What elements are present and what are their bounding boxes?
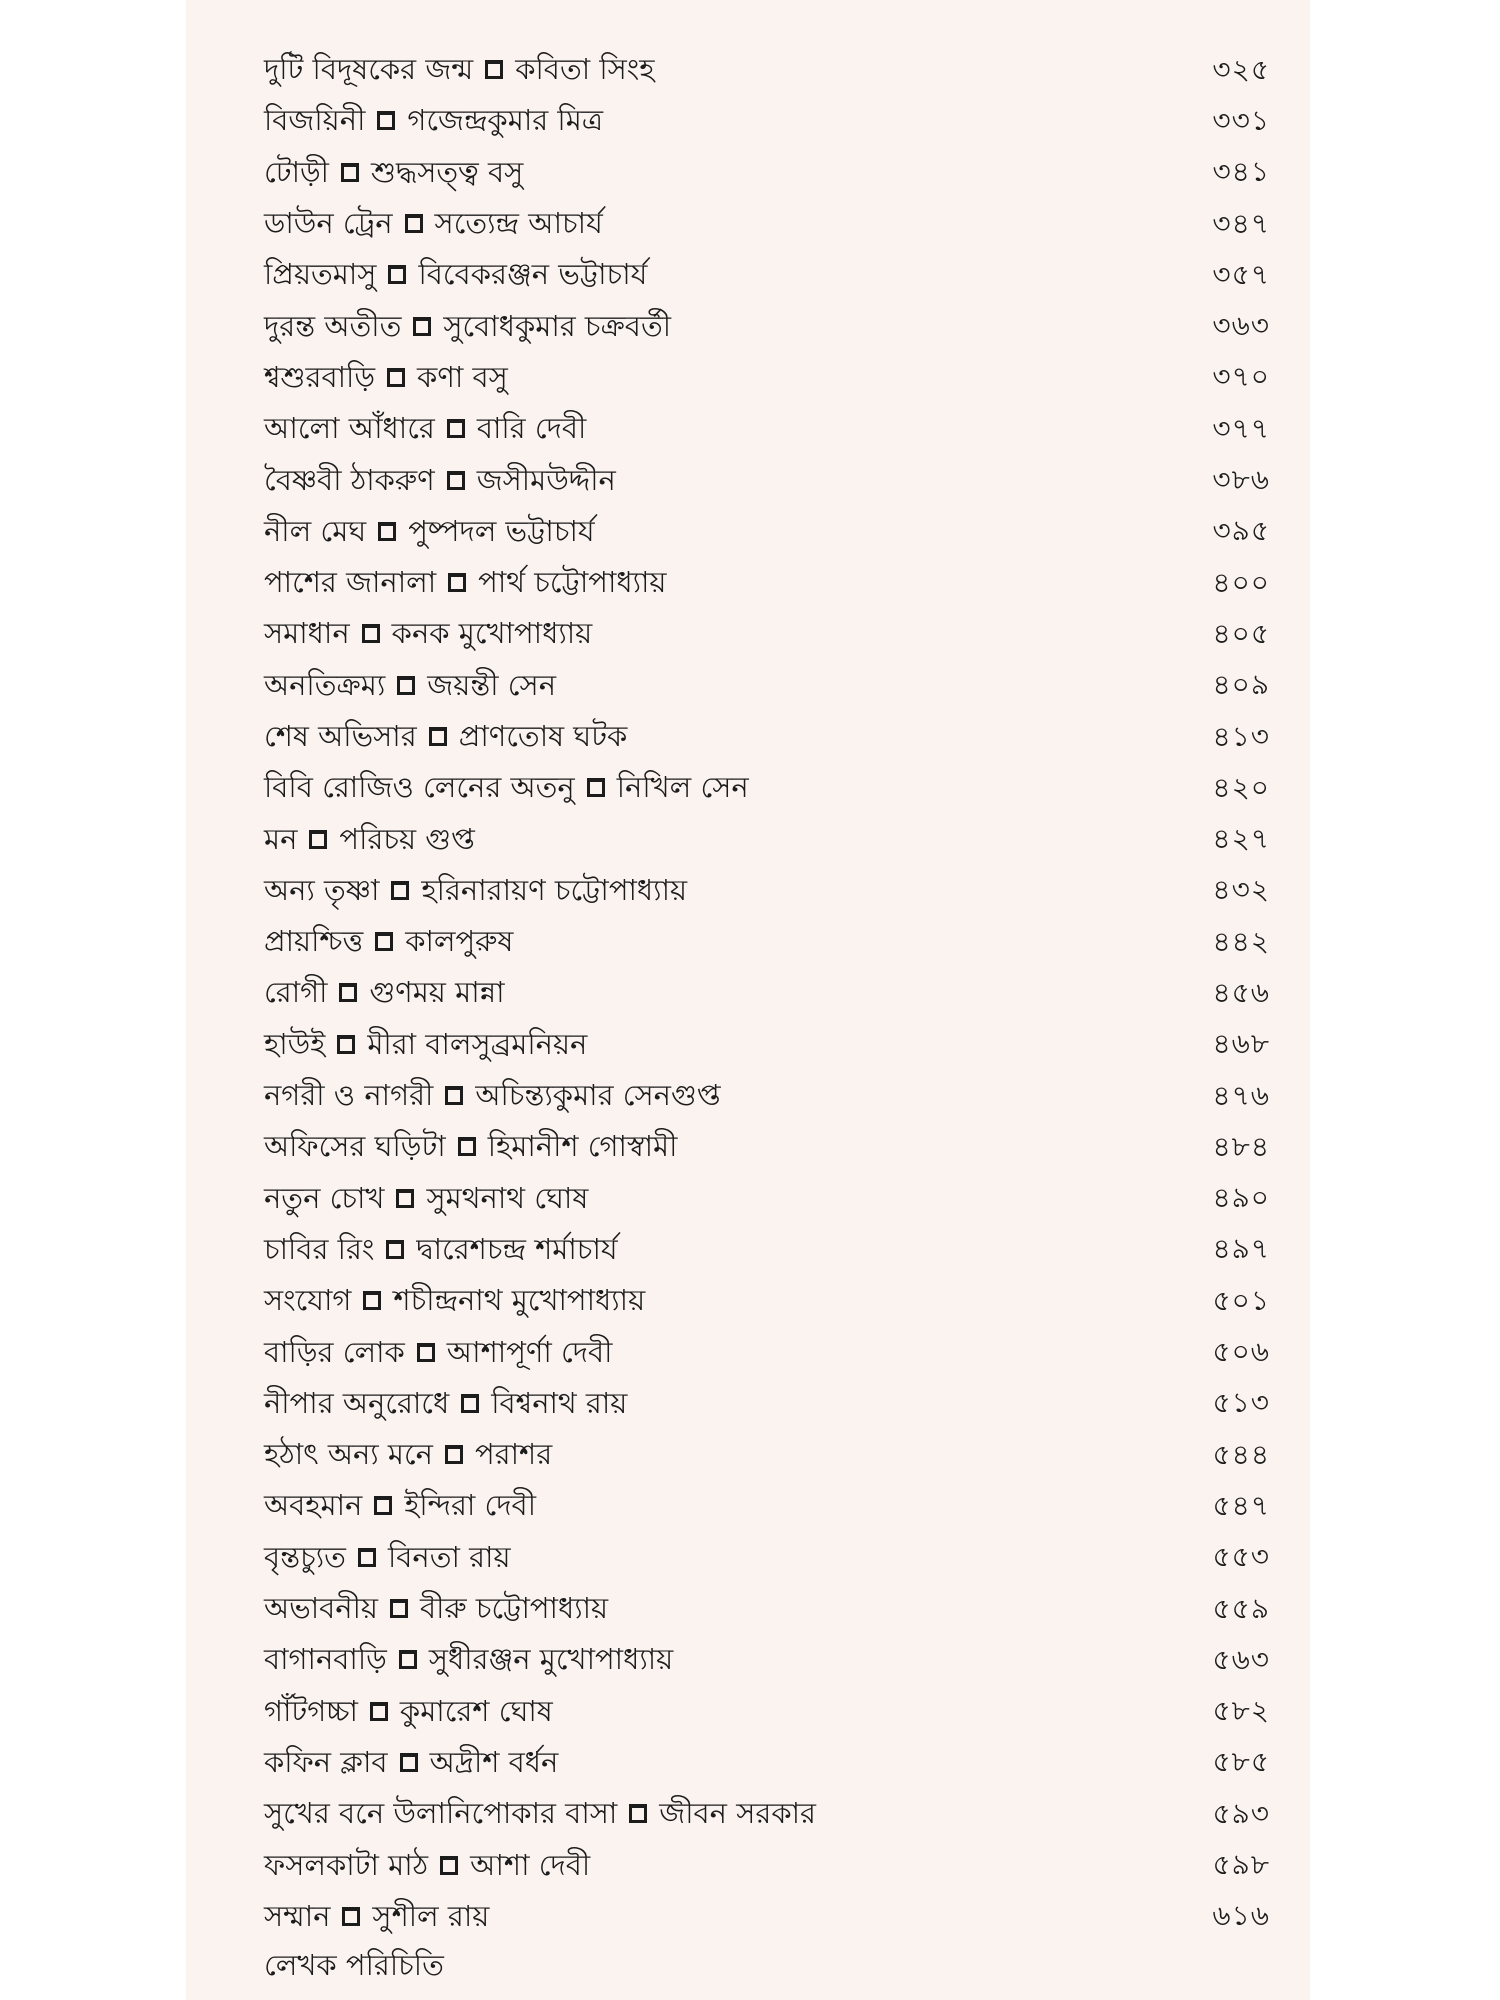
toc-entry: [264, 1737, 1270, 1788]
separator-box-icon: [417, 1343, 435, 1362]
table-of-contents: [264, 44, 1270, 1993]
author-name: গজেন্দ্রকুমার মিত্র: [407, 103, 604, 138]
author-name: বারি দেবী: [476, 411, 587, 446]
page-number: ৪০০: [1212, 565, 1270, 599]
toc-entry: [264, 198, 1270, 249]
page-number: ৫০১: [1212, 1283, 1270, 1317]
page-number: ৫৫৩: [1212, 1540, 1270, 1574]
separator-box-icon: [445, 1086, 463, 1105]
author-name: আশাপূর্ণা দেবী: [446, 1334, 613, 1369]
separator-box-icon: [413, 317, 431, 336]
story-title: নীল মেঘ: [264, 513, 367, 548]
separator-box-icon: [387, 368, 405, 387]
page-number: ৩৮৬: [1212, 463, 1270, 497]
separator-box-icon: [447, 471, 465, 490]
story-title: হঠাৎ অন্য মনে: [264, 1437, 433, 1472]
toc-entry: [264, 95, 1270, 146]
toc-entry: [264, 249, 1270, 300]
page-number: ৩২৫: [1212, 52, 1270, 86]
separator-box-icon: [337, 1035, 355, 1054]
separator-box-icon: [461, 1394, 479, 1413]
separator-box-icon: [375, 932, 393, 951]
story-title: বিজয়িনী: [264, 103, 366, 138]
story-title: নতুন চোখ: [264, 1180, 385, 1215]
story-title: আলো আঁধারে: [264, 411, 435, 446]
story-title: প্রায়শ্চিত্ত: [264, 924, 364, 959]
page-number: ৪৯০: [1212, 1181, 1270, 1215]
page-number: ৫৮২: [1212, 1694, 1270, 1728]
story-title: অন্য তৃষ্ণা: [264, 872, 380, 907]
page-number: ৩৪১: [1212, 155, 1270, 189]
page-number: ৩৯৫: [1212, 514, 1270, 548]
story-title: সংযোগ: [264, 1283, 352, 1318]
author-name: মীরা বালসুব্রমনিয়ন: [367, 1026, 588, 1061]
story-title: অনতিক্রম্য: [264, 667, 386, 702]
author-name: বিশ্বনাথ রায়: [491, 1385, 628, 1420]
story-title: অফিসের ঘড়িটা: [264, 1129, 446, 1164]
separator-box-icon: [370, 1702, 388, 1721]
toc-entry: [264, 865, 1270, 916]
page-number: ৪১৩: [1212, 719, 1270, 753]
separator-box-icon: [447, 419, 465, 438]
author-name: ইন্দিরা দেবী: [404, 1488, 536, 1523]
separator-box-icon: [405, 214, 423, 233]
author-name: বীরু চট্টোপাধ্যায়: [419, 1591, 609, 1626]
page-number: ৪০৯: [1212, 668, 1270, 702]
page-number: ৫৬৩: [1212, 1642, 1270, 1676]
author-name: পরাশর: [474, 1437, 553, 1472]
story-title: প্রিয়তমাসু: [264, 257, 377, 292]
story-title: ডাউন ট্রেন: [264, 206, 393, 241]
author-name: পার্থ চট্টোপাধ্যায়: [478, 565, 667, 600]
separator-box-icon: [445, 1445, 463, 1464]
story-title: নগরী ও নাগরী: [264, 1078, 434, 1113]
toc-entry: [264, 1839, 1270, 1890]
author-name: সুবোধকুমার চক্রবর্তী: [443, 308, 672, 343]
page-number: ৩৭০: [1212, 360, 1270, 394]
page-number: ৪২০: [1212, 770, 1270, 804]
page-number: ৫৯৩: [1212, 1796, 1270, 1830]
story-title: বাগানবাড়ি: [264, 1642, 387, 1677]
toc-entry: [264, 1583, 1270, 1634]
author-name: কণা বসু: [417, 359, 508, 394]
toc-entry: [264, 147, 1270, 198]
toc-entry: [264, 711, 1270, 762]
toc-entry: [264, 1019, 1270, 1070]
separator-box-icon: [397, 676, 415, 695]
author-name: গুণময় মান্না: [369, 975, 505, 1010]
separator-box-icon: [458, 1137, 476, 1156]
toc-entry: [264, 1173, 1270, 1224]
page-number: ৪২৭: [1212, 822, 1270, 856]
separator-box-icon: [362, 624, 380, 643]
story-title: চাবির রিং: [264, 1231, 375, 1266]
author-name: জয়ন্তী সেন: [427, 667, 557, 702]
story-title: সুখের বনে উলানিপোকার বাসা: [264, 1796, 618, 1831]
toc-entry: [264, 967, 1270, 1018]
toc-entry: [264, 1429, 1270, 1480]
separator-box-icon: [378, 522, 396, 541]
author-name: কনক মুখোপাধ্যায়: [391, 616, 593, 651]
author-name: বিনতা রায়: [387, 1539, 511, 1574]
page-number: ৫১৩: [1212, 1386, 1270, 1420]
page-number: ৪৪২: [1212, 924, 1270, 958]
separator-box-icon: [377, 111, 395, 130]
story-title: কফিন ক্লাব: [264, 1744, 388, 1779]
page-number: ৩৬৩: [1212, 309, 1270, 343]
toc-entry: [264, 1891, 1270, 1942]
author-name: পরিচয় গুপ্ত: [339, 821, 475, 856]
story-title: বিবি রোজিও লেনের অতনু: [264, 770, 575, 805]
author-name: অদ্রীশ বর্ধন: [429, 1744, 559, 1779]
page-number: ৬১৬: [1212, 1899, 1270, 1933]
author-name: কুমারেশ ঘোষ: [399, 1693, 553, 1728]
separator-box-icon: [391, 881, 409, 900]
story-title: মন: [264, 821, 298, 856]
page-number: ৪৭৬: [1212, 1078, 1270, 1112]
separator-box-icon: [429, 727, 447, 746]
story-title: হাউই: [264, 1026, 326, 1061]
page-number: ৫৮৫: [1212, 1745, 1270, 1779]
separator-box-icon: [374, 1496, 392, 1515]
author-name: আশা দেবী: [470, 1847, 591, 1882]
author-name: শুদ্ধসত্ত্ব বসু: [370, 154, 524, 189]
page-number: ৩৪৭: [1212, 206, 1270, 240]
toc-entry: [264, 506, 1270, 557]
toc-entry: [264, 300, 1270, 351]
toc-entry: [264, 1224, 1270, 1275]
separator-box-icon: [363, 1291, 381, 1310]
author-name: সুমথনাথ ঘোষ: [426, 1180, 589, 1215]
story-title: নীপার অনুরোধে: [264, 1385, 450, 1420]
toc-entry: [264, 403, 1270, 454]
story-title: গাঁটগচ্চা: [264, 1693, 358, 1728]
separator-box-icon: [309, 830, 327, 849]
author-name: জসীমউদ্দীন: [476, 462, 616, 497]
page-number: ৪০৫: [1212, 616, 1270, 650]
story-title: সম্মান: [264, 1898, 331, 1933]
author-name: হিমানীশ গোস্বামী: [487, 1129, 678, 1164]
separator-box-icon: [399, 1650, 417, 1669]
separator-box-icon: [448, 573, 466, 592]
author-name: কবিতা সিংহ: [515, 52, 655, 87]
story-title: দুরন্ত অতীত: [264, 308, 402, 343]
story-title: সমাধান: [264, 616, 350, 651]
author-name: নিখিল সেন: [616, 770, 749, 805]
author-name: সুশীল রায়: [372, 1898, 490, 1933]
toc-entry: [264, 813, 1270, 864]
story-title: বৈষ্ণবী ঠাকরুণ: [264, 462, 435, 497]
separator-box-icon: [396, 1189, 414, 1208]
page-number: ৪৮৪: [1212, 1129, 1270, 1163]
story-title: ফসলকাটা মাঠ: [264, 1847, 429, 1882]
page-number: ৪৩২: [1212, 873, 1270, 907]
toc-entry: [264, 557, 1270, 608]
toc-entry: [264, 1070, 1270, 1121]
page-number: ৫৪৭: [1212, 1488, 1270, 1522]
toc-entry: [264, 44, 1270, 95]
author-name: সত্যেন্দ্র আচার্য: [434, 206, 603, 241]
author-name: সুধীরঞ্জন মুখোপাধ্যায়: [428, 1642, 674, 1677]
toc-entry: [264, 1275, 1270, 1326]
story-title: দুটি বিদূষকের জন্ম: [264, 52, 474, 87]
author-name: কালপুরুষ: [405, 924, 514, 959]
author-introduction-heading: লেখক পরিচিতি: [264, 1947, 444, 1982]
author-name: দ্বারেশচন্দ্র শর্মাচার্য: [416, 1231, 618, 1266]
toc-entry: [264, 352, 1270, 403]
author-name: পুষ্পদল ভট্টাচার্য: [408, 513, 595, 548]
separator-box-icon: [342, 1907, 360, 1926]
page-number: ৫০৬: [1212, 1335, 1270, 1369]
toc-entry: [264, 1788, 1270, 1839]
page-number: ৪৯৭: [1212, 1232, 1270, 1266]
author-name: জীবন সরকার: [659, 1796, 816, 1831]
separator-box-icon: [386, 1240, 404, 1259]
page-number: ৩৫৭: [1212, 257, 1270, 291]
page-number: ৪৫৬: [1212, 975, 1270, 1009]
separator-box-icon: [341, 163, 359, 182]
separator-box-icon: [400, 1753, 418, 1772]
toc-entry: [264, 1634, 1270, 1685]
toc-entry: [264, 1326, 1270, 1377]
toc-entry: [264, 1378, 1270, 1429]
separator-box-icon: [587, 778, 605, 797]
toc-entry: [264, 454, 1270, 505]
toc-entry: [264, 608, 1270, 659]
story-title: রোগী: [264, 975, 328, 1010]
story-title: অভাবনীয়: [264, 1591, 378, 1626]
author-name: বিবেকরঞ্জন ভট্টাচার্য: [418, 257, 648, 292]
toc-entry: [264, 1480, 1270, 1531]
toc-entry: [264, 660, 1270, 711]
author-name: প্রাণতোষ ঘটক: [458, 719, 628, 753]
toc-entry: [264, 762, 1270, 813]
author-name: হরিনারায়ণ চট্টোপাধ্যায়: [421, 872, 688, 907]
separator-box-icon: [339, 983, 357, 1002]
separator-box-icon: [440, 1856, 458, 1875]
author-name: শচীন্দ্রনাথ মুখোপাধ্যায়: [393, 1283, 646, 1318]
toc-entry: [264, 1121, 1270, 1172]
page-number: ৪৬৮: [1212, 1027, 1270, 1061]
page-number: ৩৩১: [1212, 103, 1270, 137]
story-title: পাশের জানালা: [264, 565, 437, 600]
separator-box-icon: [485, 60, 503, 79]
story-title: টোড়ী: [264, 154, 329, 189]
story-title: বাড়ির লোক: [264, 1334, 405, 1369]
toc-entry: [264, 916, 1270, 967]
separator-box-icon: [629, 1804, 647, 1823]
toc-entry: [264, 1532, 1270, 1583]
page-number: ৫৯৮: [1212, 1848, 1270, 1882]
story-title: অবহমান: [264, 1488, 363, 1523]
page-number: ৩৭৭: [1212, 411, 1270, 445]
story-title: শেষ অভিসার: [264, 719, 417, 753]
page-number: ৫৪৪: [1212, 1437, 1270, 1471]
separator-box-icon: [358, 1548, 376, 1567]
separator-box-icon: [390, 1599, 408, 1618]
author-name: অচিন্ত্যকুমার সেনগুপ্ত: [475, 1078, 721, 1113]
separator-box-icon: [388, 265, 406, 284]
toc-entry: [264, 1686, 1270, 1737]
story-title: শ্বশুরবাড়ি: [264, 359, 376, 394]
page-number: ৫৫৯: [1212, 1591, 1270, 1625]
story-title: বৃন্তচ্যুত: [264, 1539, 346, 1574]
